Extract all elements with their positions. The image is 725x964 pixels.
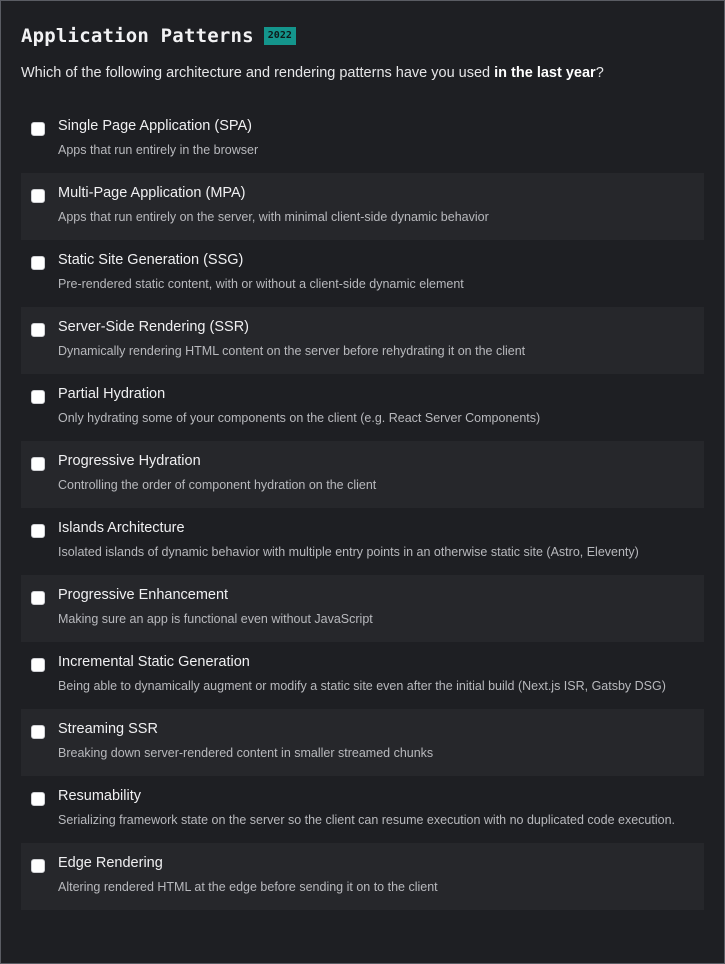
question-text (21, 65, 604, 81)
option-checkbox[interactable] (31, 859, 45, 873)
option-streaming-ssr[interactable] (21, 709, 704, 776)
options-list (21, 106, 704, 910)
option-checkbox[interactable] (31, 792, 45, 806)
option-label: Resumability (58, 788, 141, 804)
option-checkbox[interactable] (31, 256, 45, 270)
option-description: Apps that run entirely in the browser (58, 143, 259, 157)
option-islands-architecture[interactable] (21, 508, 704, 575)
option-edge-rendering[interactable] (21, 843, 704, 910)
option-label: Partial Hydration (58, 386, 166, 402)
option-label: Multi-Page Application (MPA) (58, 185, 246, 201)
option-description: Isolated islands of dynamic behavior with multiple entry points in an otherwise static site (Astro, Eleventy) (58, 545, 639, 559)
option-checkbox[interactable] (31, 591, 45, 605)
option-ssg[interactable] (21, 240, 704, 307)
question-emphasis: in the last year (494, 65, 596, 81)
option-label: Static Site Generation (SSG) (58, 252, 244, 268)
option-description: Controlling the order of component hydration on the client (58, 478, 377, 492)
option-description: Pre-rendered static content, with or without a client-side dynamic element (58, 277, 464, 291)
option-label: Streaming SSR (58, 721, 158, 737)
option-checkbox[interactable] (31, 189, 45, 203)
option-checkbox[interactable] (31, 122, 45, 136)
option-label: Progressive Enhancement (58, 587, 229, 603)
option-label: Server-Side Rendering (SSR) (58, 319, 249, 335)
option-description: Serializing framework state on the server so the client can resume execution with no duplicated code execution. (58, 813, 675, 827)
option-description: Being able to dynamically augment or modify a static site even after the initial build (Next.js ISR, Gatsby DSG) (58, 679, 666, 693)
page-title: Application Patterns (21, 25, 254, 47)
option-description: Dynamically rendering HTML content on the server before rehydrating it on the client (58, 344, 526, 358)
option-label: Islands Architecture (58, 520, 185, 536)
option-description: Making sure an app is functional even without JavaScript (58, 612, 373, 626)
option-description: Only hydrating some of your components on the client (e.g. React Server Components) (58, 411, 541, 425)
option-progressive-enhancement[interactable] (21, 575, 704, 642)
option-label: Edge Rendering (58, 855, 163, 871)
option-description: Apps that run entirely on the server, with minimal client-side dynamic behavior (58, 210, 489, 224)
option-description: Altering rendered HTML at the edge before sending it on to the client (58, 880, 438, 894)
option-label: Progressive Hydration (58, 453, 201, 469)
year-badge: 2022 (264, 27, 296, 45)
option-checkbox[interactable] (31, 658, 45, 672)
option-checkbox[interactable] (31, 725, 45, 739)
option-partial-hydration[interactable] (21, 374, 704, 441)
option-resumability[interactable] (21, 776, 704, 843)
option-description: Breaking down server-rendered content in smaller streamed chunks (58, 746, 434, 760)
option-checkbox[interactable] (31, 457, 45, 471)
option-checkbox[interactable] (31, 390, 45, 404)
option-spa[interactable] (21, 106, 704, 173)
option-ssr[interactable] (21, 307, 704, 374)
option-incremental-static-generation[interactable] (21, 642, 704, 709)
option-label: Single Page Application (SPA) (58, 118, 252, 134)
question-prefix: Which of the following architecture and rendering patterns have you used (21, 65, 495, 81)
option-checkbox[interactable] (31, 524, 45, 538)
option-label: Incremental Static Generation (58, 654, 250, 670)
option-checkbox[interactable] (31, 323, 45, 337)
option-mpa[interactable] (21, 173, 704, 240)
option-progressive-hydration[interactable] (21, 441, 704, 508)
section-header (21, 25, 296, 47)
question-suffix: ? (595, 65, 604, 81)
